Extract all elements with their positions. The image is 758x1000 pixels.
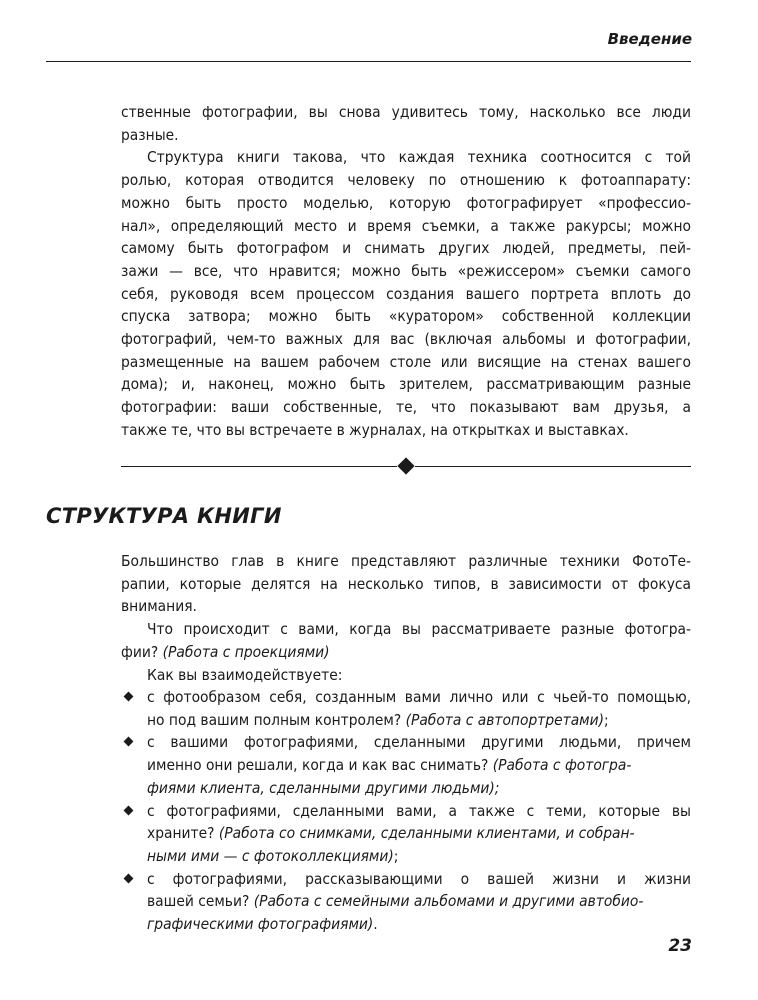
running-head: Введение	[607, 30, 692, 48]
italic-note: графическими фотографиями)	[147, 915, 374, 934]
text-line	[147, 822, 691, 845]
text-line: фотографий, чем-то важных для вас (включая альбомы и фотографии,	[121, 330, 691, 349]
text-line	[147, 890, 691, 913]
text-line: рапии, которые делятся на несколько типов, в зависимости от фокуса	[121, 574, 691, 593]
divider-rule-right	[415, 466, 691, 467]
text-line: с фотографиями, сделанными вами, а также с теми, которые вы	[147, 801, 691, 820]
text-line: зажи — все, что нравится; можно быть «режиссером» съемки самого	[121, 261, 691, 280]
text-line	[147, 754, 691, 777]
plain-text: именно они решали, когда и как вас снимать?	[147, 756, 493, 775]
text-line	[121, 641, 691, 664]
page-number: 23	[668, 936, 692, 956]
text-line: с вашими фотографиями, сделанными другими людьми, причем	[147, 733, 691, 752]
list-item	[121, 868, 691, 936]
section-divider	[121, 460, 691, 474]
punctuation: ;	[393, 846, 399, 865]
diamond-bullet-icon	[124, 873, 134, 883]
text-line: дома); и, наконец, можно быть зрителем, рассматривающим разные	[121, 375, 691, 394]
text-line: самому быть фотографом и снимать других людей, предметы, пей-	[121, 239, 691, 258]
italic-note: (Работа с автопортретами)	[405, 710, 605, 729]
intro-text	[121, 101, 691, 442]
text-line: разные.	[121, 125, 179, 144]
italic-note: (Работа со снимками, сделанными клиентами, и собран-	[218, 824, 635, 843]
diamond-bullet-icon	[124, 692, 134, 702]
text-line: ролью, которая отводится человеку по отношению к фотоаппарату:	[121, 171, 691, 190]
plain-text: вашей семьи?	[147, 892, 254, 911]
text-line	[147, 845, 691, 868]
diamond-bullet-icon	[124, 737, 134, 747]
punctuation: .	[373, 915, 378, 934]
italic-note: фиями клиента, сделанными другими людьми);	[147, 778, 500, 797]
text-line: спуска затвора; можно быть «куратором» собственной коллекции	[121, 307, 691, 326]
list-item	[121, 731, 691, 799]
text-line: себя, руководя всем процессом создания вашего портрета вплоть до	[121, 284, 691, 303]
plain-text: но под вашим полным контролем?	[147, 710, 406, 729]
section-text	[121, 550, 691, 686]
text-line: размещенные на вашем рабочем столе или висящие на стенах вашего	[121, 352, 691, 371]
punctuation: ;	[604, 710, 609, 729]
text-line: с фотообразом себя, созданным вами лично или с чьей-то помощью,	[147, 688, 691, 706]
plain-text: фии?	[121, 642, 163, 661]
text-line: ственные фотографии, вы снова удивитесь тому, насколько все люди	[121, 103, 691, 121]
text-line	[147, 709, 691, 732]
italic-note: (Работа с семейными альбомами и другими автобио-	[253, 892, 644, 911]
text-line: Как вы взаимодействуете:	[147, 665, 343, 684]
list-item	[121, 800, 691, 868]
text-line: Структура книги такова, что каждая техника соотносится с той	[147, 148, 691, 167]
diamond-bullet-icon	[124, 805, 134, 815]
section-title: СТРУКТУРА КНИГИ	[46, 504, 282, 528]
text-line	[147, 913, 691, 936]
italic-note: (Работа с проекциями)	[162, 642, 330, 661]
italic-note: ными ими — с фотоколлекциями)	[147, 846, 394, 865]
text-line: Большинство глав в книге представляют различные техники ФотоТе-	[121, 552, 691, 570]
text-line: также те, что вы встречаете в журналах, на открытках и выставках.	[121, 420, 629, 439]
plain-text: храните?	[147, 824, 219, 843]
text-line: можно быть просто моделью, которую фотографирует «профессио-	[121, 193, 691, 212]
diamond-ornament-icon	[398, 458, 415, 475]
text-line: фотографии: ваши собственные, те, что показывают вам друзья, а	[121, 398, 691, 417]
italic-note: (Работа с фотогра-	[492, 756, 632, 775]
text-line: нал», определяющий место и время съемки, а также ракурсы; можно	[121, 216, 691, 235]
text-line: внимания.	[121, 597, 197, 616]
bullet-list	[121, 686, 691, 936]
text-line: с фотографиями, рассказывающими о вашей жизни и жизни	[147, 869, 691, 888]
list-item	[121, 686, 691, 731]
text-line: Что происходит с вами, когда вы рассматриваете разные фотогра-	[147, 620, 691, 639]
header-rule	[46, 61, 691, 62]
divider-rule-left	[121, 466, 397, 467]
